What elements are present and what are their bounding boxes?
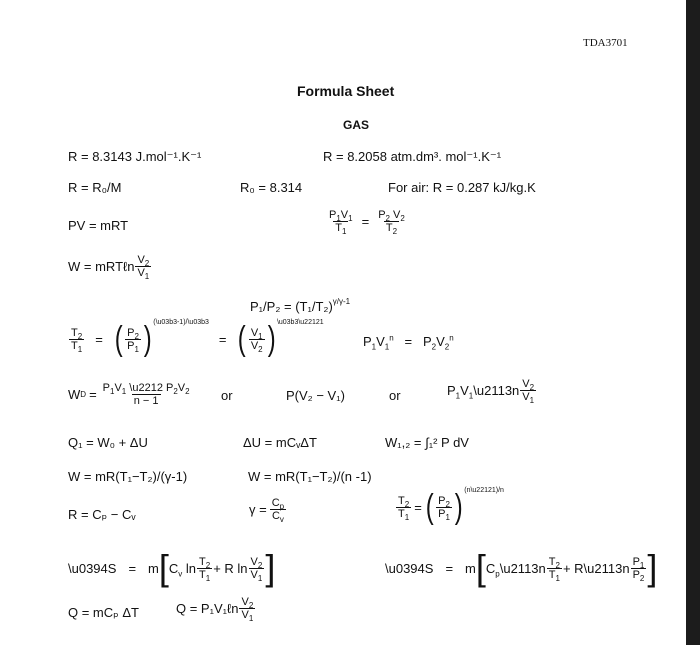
gas-constant-atm: R = 8.2058 atm.dm³. mol⁻¹.K⁻¹ bbox=[323, 149, 502, 164]
pressure-ratio-text: P₁/P₂ = (T₁/T₂) bbox=[250, 299, 333, 314]
displacement-work-denominator: n − 1 bbox=[133, 395, 159, 407]
ideal-gas-law: PV = mRT bbox=[68, 218, 129, 233]
isothermal-heat-label: Q = P₁V₁ℓn bbox=[176, 601, 239, 616]
adiabatic-work: W = mR(T₁−T₂)/(γ-1) bbox=[68, 469, 188, 484]
isothermal-work: W = mRTℓn $\frac{V_2}{V_1}$ bbox=[68, 254, 150, 282]
or-separator-2: or bbox=[389, 388, 401, 403]
page-title: Formula Sheet bbox=[297, 83, 395, 99]
or-separator-1: or bbox=[221, 388, 233, 403]
boundary-work-integral: W₁,₂ = ∫₁² P dV bbox=[385, 435, 469, 450]
polytropic-relation: $P_1V_1^n = P_2V_2^n$ bbox=[363, 333, 454, 352]
polytropic-work: W = mR(T₁−T₂)/(n -1) bbox=[248, 469, 372, 484]
adiabatic-relation: $\frac{T_2}{T_1}$ = ( $\frac{P_2}{P_1}$ ) $^{(\backslash u03b3-1)/\backslash u03b3}$ = ( $\frac{V_1}{V_2}$ ) $^{\backslash u03b3\backslash u22121}$ bbox=[71, 319, 324, 358]
gas-constant-si: R = 8.3143 J.mol⁻¹.K⁻¹ bbox=[68, 149, 202, 164]
first-law: Q₁ = W₀ + ΔU bbox=[68, 435, 148, 450]
pressure-temperature-ratio: P₁/P₂ = (T₁/T₂) $^{\gamma/\gamma-1}$ bbox=[250, 296, 351, 314]
entropy-change-cp: \u0394S = m [ $C_p\backslash u2113n$ $\frac{T_2}{T_1}$ + R\u2113n $\frac{P_1}{P_2}$ ] bbox=[385, 547, 658, 588]
displacement-work: W D = $\frac{P_1V_1 \backslash u2212 P_2V_2}{n - 1}$ bbox=[68, 382, 190, 407]
polytropic-temperature-ratio: $\frac{T_2}{T_1}$ = ( $\frac{P_2}{P_1}$ ) $^{(n\backslash u22121)/n}$ bbox=[398, 487, 504, 526]
doc-code: TDA3701 bbox=[583, 37, 628, 49]
combined-gas-law: $\frac{P_1V_1}{T_1}$ = $\frac{P_2 V_2}{T_2}$ bbox=[329, 209, 405, 237]
internal-energy-change: ΔU = mCᵥΔT bbox=[243, 435, 317, 450]
gamma-label: γ = bbox=[249, 502, 267, 517]
specific-heat-relation: R = Cₚ − Cᵥ bbox=[68, 507, 136, 522]
isothermal-work-pv: $P_1V_1\backslash u2113n$ $\frac{V_2}{V_1}$ bbox=[447, 378, 535, 406]
isothermal-heat: Q = P₁V₁ℓn $\frac{V_2}{V_1}$ bbox=[176, 596, 254, 624]
displacement-work-label: W bbox=[68, 387, 81, 402]
isothermal-work-label: W = mRTℓn bbox=[68, 259, 135, 274]
gamma-ratio: γ = $\frac{C_p}{C_v}$ bbox=[249, 497, 285, 525]
entropy-change-cv: \u0394S = m [ $C_v$ ln $\frac{T_2}{T_1}$ + R ln $\frac{V_2}{V_1}$ ] bbox=[68, 547, 276, 588]
air-gas-constant: For air: R = 0.287 kJ/kg.K bbox=[388, 180, 536, 195]
universal-gas-constant: R₀ = 8.314 bbox=[240, 180, 303, 195]
section-heading: GAS bbox=[343, 118, 370, 132]
constant-pressure-work: P(V₂ − V₁) bbox=[286, 388, 345, 403]
specific-gas-constant: R = R₀/M bbox=[68, 180, 122, 195]
heat-transfer-cp: Q = mCₚ ΔT bbox=[68, 605, 139, 620]
